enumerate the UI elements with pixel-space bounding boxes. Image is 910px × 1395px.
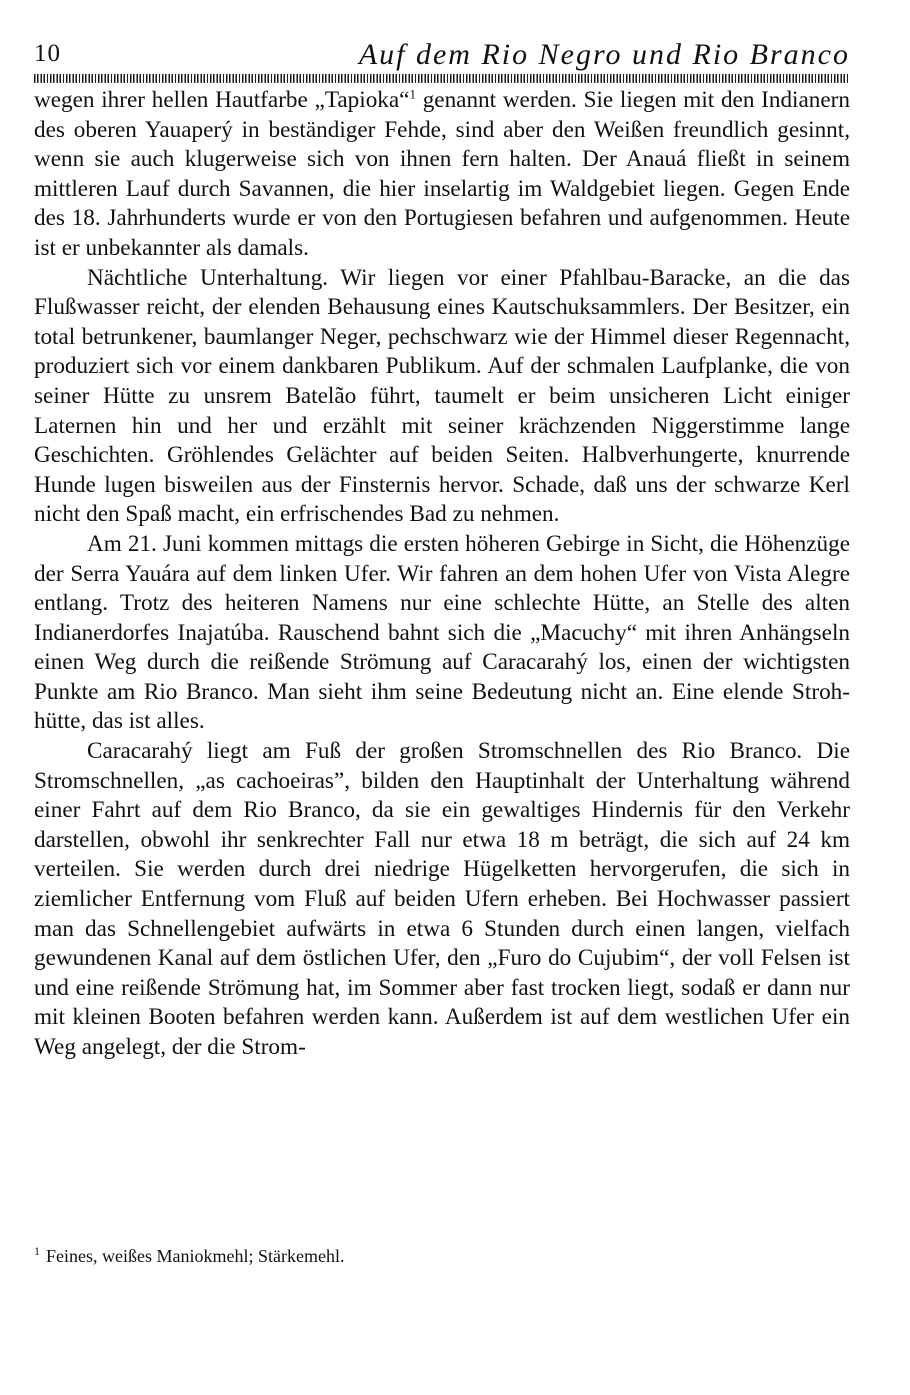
page-number: 10 — [34, 40, 61, 67]
paragraph-3: Am 21. Juni kommen mittags die ersten höheren Gebirge in Sicht, die Höhenzüge der Serra Yauára auf dem linken Ufer. Wir fahren an dem hohen Ufer von Vista Alegre entlang. Trotz des heiteren Namens nur eine schlechte Hütte, an Stelle des alten Indianerdorfes Inajatúba. Rauschend bahnt sich die „Macuchy“ mit ihren Anhängseln einen Weg durch die reißende Strömung auf Caracarahý los, einen der wichtigsten Punkte am Rio Branco. Man sieht ihm seine Bedeutung nicht an. Eine elende Strohhütte, das ist alles. — [34, 530, 850, 735]
body-text — [34, 86, 850, 1063]
paragraph-1-rest: genannt werden. Sie liegen mit den Indianern des oberen Yauaperý in beständiger Fehde, sind aber den Weißen freundlich gesinnt, wenn sie auch klugerweise sich von ihnen fern halten. Der Anauá fließt in seinem mittleren Lauf durch Savannen, die hier inselartig im Waldgebiet liegen. Gegen Ende des 18. Jahrhunderts wurde er von den Portugiesen befahren und aufgenommen. Heute ist er unbekannter als damals. — [34, 87, 850, 261]
footnote-text: Feines, weißes Maniokmehl; Stärkemehl. — [46, 1246, 345, 1266]
footnote-marker: 1 — [34, 1244, 40, 1258]
header-rule — [34, 74, 850, 83]
page-header — [34, 38, 850, 74]
paragraph-4: Caracarahý liegt am Fuß der großen Stromschnellen des Rio Branco. Die Stromschnellen, „as cachoeiras”, bilden den Hauptinhalt der Unterhaltung während einer Fahrt auf dem Rio Branco, da sie ein gewaltiges Hindernis für den Verkehr darstellen, obwohl ihr senkrechter Fall nur etwa 18 m beträgt, die sich auf 24 km verteilen. Sie werden durch drei niedrige Hügelketten hervorgerufen, die sich in ziemlicher Entfernung vom Fluß auf beiden Ufern erheben. Bei Hochwasser passiert man das Schnellengebiet aufwärts in etwa 6 Stunden durch einen langen, vielfach gewundenen Kanal auf dem östlichen Ufer, den „Furo do Cujubim“, der voll Felsen ist und eine reißende Strömung hat, im Sommer aber fast trocken liegt, sodaß er dann nur mit kleinen Booten befahren werden kann. Außerdem ist auf dem westlichen Ufer ein Weg angelegt, der die Strom- — [34, 738, 850, 1060]
paragraph-2: Nächtliche Unterhaltung. Wir liegen vor einer Pfahlbau-Baracke, an die das Flußwasser reicht, der elenden Behausung eines Kautschuksammlers. Der Besitzer, ein total betrunkener, baumlanger Neger, pechschwarz wie der Himmel dieser Regennacht, produziert sich vor einem dankbaren Publikum. Auf der schmalen Laufplanke, die von seiner Hütte zu unsrem Batelão führt, taumelt er beim unsicheren Licht einiger Laternen hin und her und erzählt mit seiner krächzenden Niggerstimme lange Geschichten. Gröhlendes Gelächter auf beiden Seiten. Halbverhungerte, knurrende Hunde lugen bisweilen aus der Finsternis hervor. Schade, daß uns der schwarze Kerl nicht den Spaß macht, ein erfrischendes Bad zu nehmen. — [34, 264, 850, 528]
footnote — [34, 1243, 850, 1269]
running-title: Auf dem Rio Negro und Rio Branco — [358, 38, 850, 71]
paragraph-1-start: wegen ihrer hellen Hautfarbe „Tapioka“ — [34, 87, 410, 113]
paragraph-1 — [34, 86, 850, 264]
footnote-reference: 1 — [409, 86, 416, 102]
